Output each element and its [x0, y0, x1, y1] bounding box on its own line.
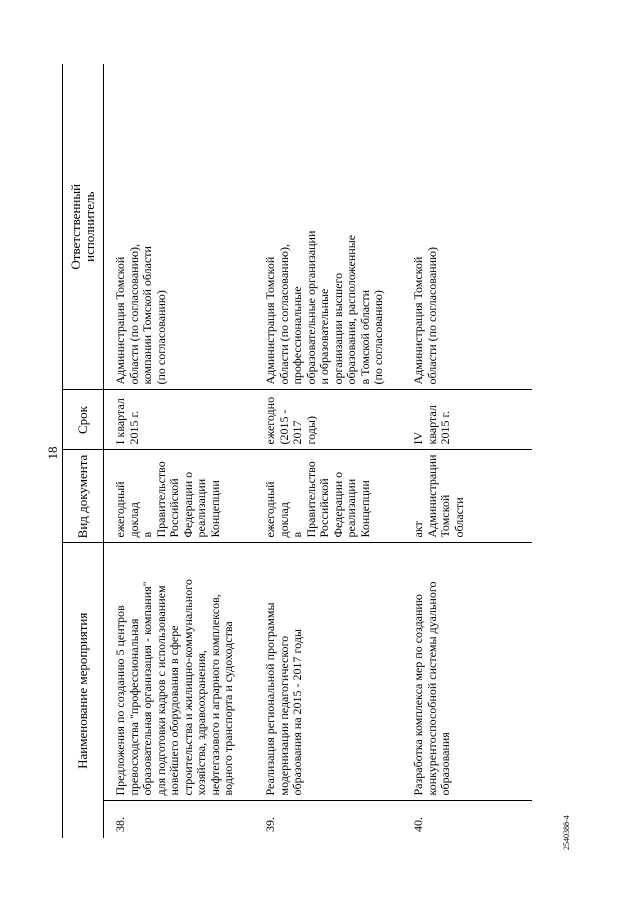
row-doc-type: ежегодный доклад в Правительство Российской Федерации о реализации Концепции — [254, 450, 402, 543]
header-executor: Ответственный исполнитель — [63, 64, 104, 390]
page-number: 18 — [45, 446, 60, 460]
row-executor: Администрация Томской области (по согласованию), профессиональные образовательные организации и образовательные организации высшего образования, расположенные в Томской области (по согласованию) — [254, 64, 402, 390]
measures-table-rotated — [62, 64, 552, 838]
row-term: ежегодно (2015 - 2017 годы) — [254, 390, 402, 450]
row-doc-type: акт Администрации Томской области — [402, 450, 532, 543]
table-row — [104, 64, 255, 838]
row-number: 39. — [263, 817, 277, 832]
table-row — [254, 64, 402, 838]
measures-table — [62, 64, 532, 838]
row-name: Разработка комплекса мер по созданию конкурентоспособной системы дуального образования — [402, 543, 532, 801]
row-term: IV квартал 2015 г. — [402, 390, 532, 450]
header-term: Срок — [63, 390, 104, 450]
row-number: 40. — [411, 817, 425, 832]
row-executor: Администрация Томской области (по согласованию), компании Томской области (по согласованию) — [104, 64, 255, 390]
row-name: Предложения по созданию 5 центров превосходства "профессиональная образовательная организация - компания" для подготовки кадров с использованием новейшего оборудования в сфере строительства и жилищно-коммунального хозяйства, здравоохранения, нефтегазового и аграрного комплексов, водного транспорта и судоходства — [104, 543, 255, 801]
row-number: 38. — [113, 817, 127, 832]
table-header-row — [63, 64, 104, 838]
header-name: Наименование мероприятия — [63, 543, 104, 838]
row-term: I квартал 2015 г. — [104, 390, 255, 450]
row-executor: Администрация Томской области (по согласованию) — [402, 64, 532, 390]
table-row — [402, 64, 532, 838]
row-name: Реализация региональной программы модернизации педагогического образования на 2015 - 2017 годы — [254, 543, 402, 801]
row-doc-type: ежегодный доклад в Правительство Российской Федерации о реализации Концепции — [104, 450, 255, 543]
document-code: 2540388-4 — [562, 815, 571, 850]
header-doc-type: Вид документа — [63, 450, 104, 543]
